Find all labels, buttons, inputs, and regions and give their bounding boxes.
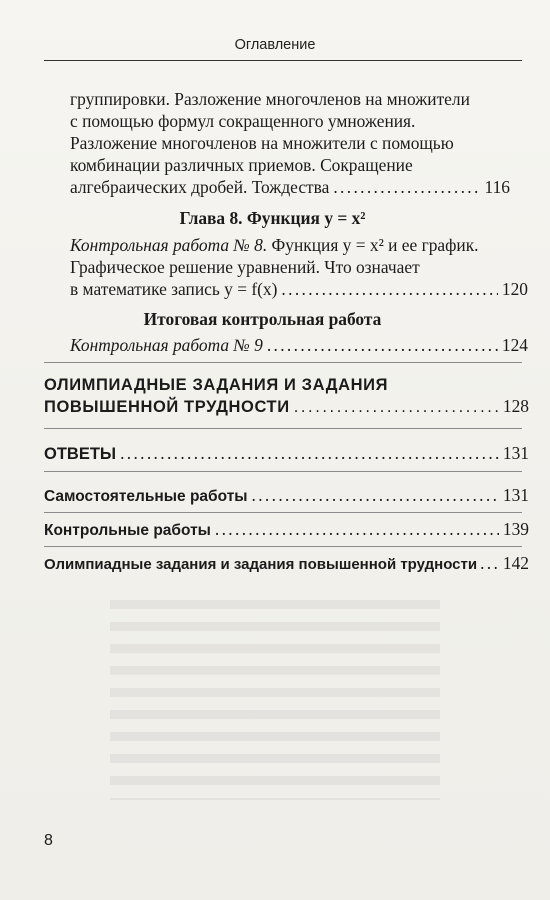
- final-test-heading: Итоговая контрольная работа: [143, 309, 382, 329]
- leader-dots: [281, 278, 497, 300]
- work8-label: Контрольная работа № 8.: [70, 235, 268, 255]
- toc-page-number: 128: [502, 396, 529, 416]
- bleed-through-texture: [110, 600, 440, 800]
- toc-entry-work8-line-1[interactable]: [70, 234, 530, 256]
- section-divider: [44, 512, 522, 513]
- toc-page-number: 131: [502, 485, 529, 505]
- leader-dots: [215, 518, 499, 540]
- toc-entry-chapter7-end[interactable]: [70, 176, 510, 198]
- toc-entry-label: Олимпиадные задания и задания повышенной трудности: [44, 556, 478, 573]
- toc-entry-independent-works[interactable]: [44, 484, 529, 508]
- toc-page-number: 142: [502, 553, 529, 573]
- work8-title: Функция y = x² и ее график.: [267, 235, 479, 255]
- toc-entry-label: в математике запись y = f(x): [70, 279, 278, 299]
- section-divider: [44, 546, 522, 547]
- toc-entry-work8-line-2: Графическое решение уравнений. Что означает: [70, 257, 420, 277]
- chapter8-heading: Глава 8. Функция y = x²: [179, 208, 366, 228]
- toc-entry-label: Самостоятельные работы: [44, 488, 248, 505]
- toc-entry-label: Контрольная работа № 9: [70, 335, 263, 355]
- toc-entry-answers[interactable]: [44, 442, 529, 465]
- toc-page-number: 124: [501, 335, 528, 355]
- leader-dots: [267, 334, 498, 356]
- page-number: 8: [44, 832, 53, 849]
- toc-page-number: 131: [502, 443, 529, 463]
- toc-entry-label: алгебраических дробей. Тождества: [70, 177, 330, 197]
- section-divider: [44, 428, 522, 429]
- leader-dots: [333, 176, 480, 198]
- toc-page-number: 139: [502, 519, 529, 539]
- toc-entry-work9[interactable]: [70, 334, 528, 356]
- running-head: Оглавление: [234, 37, 316, 53]
- toc-entry-control-works[interactable]: [44, 518, 529, 542]
- toc-entry-label: ОТВЕТЫ: [44, 445, 117, 463]
- toc-entry-olympiad-answers[interactable]: [44, 552, 529, 576]
- toc-entry-label: ПОВЫШЕННОЙ ТРУДНОСТИ: [44, 398, 290, 416]
- olympiad-heading-line-1: ОЛИМПИАДНЫЕ ЗАДАНИЯ И ЗАДАНИЯ: [44, 376, 389, 394]
- leader-dots: [294, 396, 499, 418]
- toc-entry-label: Контрольные работы: [44, 522, 211, 539]
- section-divider: [44, 362, 522, 363]
- toc-continuation-line-1: группировки. Разложение многочленов на множители: [70, 89, 470, 109]
- header-rule: [44, 60, 522, 61]
- toc-continuation-line-4: комбинации различных приемов. Сокращение: [70, 155, 413, 175]
- toc-entry-olympiad[interactable]: [44, 395, 529, 418]
- leader-dots: [252, 484, 499, 506]
- leader-dots: [480, 552, 500, 574]
- toc-continuation-line-3: Разложение многочленов на множители с помощью: [70, 133, 454, 153]
- toc-entry-work8-line-3[interactable]: [70, 278, 528, 300]
- toc-page-number: 120: [501, 279, 528, 299]
- toc-continuation-line-2: с помощью формул сокращенного умножения.: [70, 111, 416, 131]
- toc-page-number: 116: [484, 177, 510, 197]
- section-divider: [44, 471, 522, 472]
- leader-dots: [120, 442, 499, 464]
